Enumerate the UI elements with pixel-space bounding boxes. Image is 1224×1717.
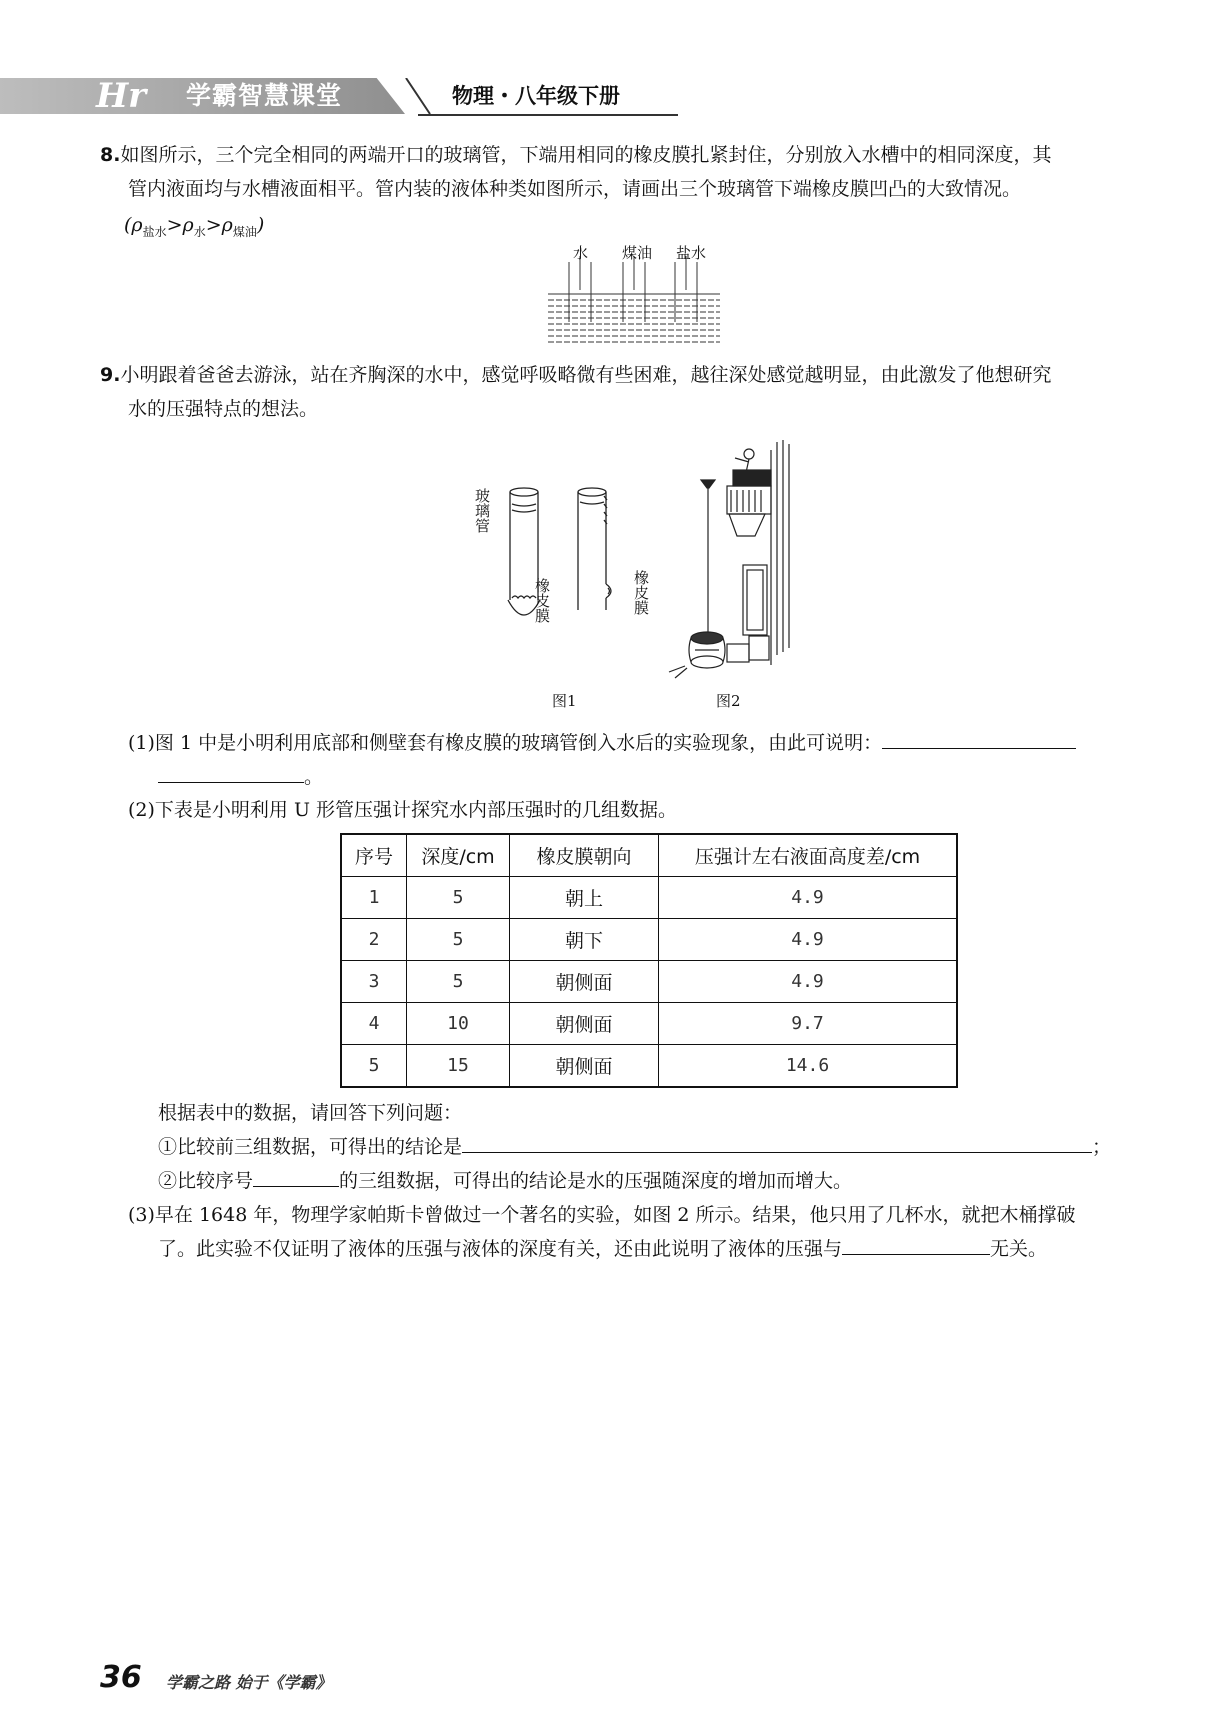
cell-height: 4.9 [659,961,958,1003]
q8-label-kerosene: 煤油 [622,244,653,262]
th-height-difference: 压强计左右液面高度差/cm [659,834,958,877]
q9-sub1 [158,1130,1111,1164]
q9-sub2 [158,1164,852,1198]
subject-title: 物理・八年级下册 [452,84,620,108]
th-depth: 深度/cm [407,834,510,877]
table-row [341,1045,957,1088]
cell-direction: 朝侧面 [510,1003,659,1045]
q9-part1-cont [158,760,323,794]
q9-line1 [100,358,1051,392]
rho-symbol: ρ [221,214,233,236]
fig1-label-tube: 玻璃管 [473,488,491,533]
cell-height: 4.9 [659,877,958,919]
rho-sub-kerosene: 煤油 [232,224,257,239]
q8-line1 [100,138,1051,172]
q8-number: 8. [100,144,121,166]
cell-depth: 15 [407,1045,510,1088]
rho-symbol: ρ [182,214,194,236]
page-number: 36 [100,1660,142,1695]
gt-symbol: > [166,214,183,236]
paren-open: ( [124,214,132,236]
q9-ask: 根据表中的数据，请回答下列问题： [158,1102,463,1124]
cell-height: 14.6 [659,1045,958,1088]
answer-blank-2a[interactable] [462,1130,1092,1153]
q8-text1: 如图所示，三个完全相同的两端开口的玻璃管，下端用相同的橡皮膜扎紧封住，分别放入水槽中的相同深度，其 [120,144,1052,166]
cell-depth: 10 [407,1003,510,1045]
cell-height: 9.7 [659,1003,958,1045]
header-rule [418,114,678,116]
table-row [341,919,957,961]
q9-sub1-end: ； [1092,1136,1112,1158]
table-row [341,877,957,919]
cell-direction: 朝下 [510,919,659,961]
q9-part3-line1: (3)早在 1648 年，物理学家帕斯卡曾做过一个著名的实验，如图 2 所示。结果，他只用了几杯水，就把木桶撑破 [128,1204,1076,1226]
q9-part1-text: (1)图 1 中是小明利用底部和侧壁套有橡皮膜的玻璃管倒入水后的实验现象，由此可说明： [128,732,883,754]
cell-index: 5 [341,1045,407,1088]
table-row [341,1003,957,1045]
cell-direction: 朝上 [510,877,659,919]
fig1-caption: 图1 [552,692,577,710]
q9-text1: 小明跟着爸爸去游泳，站在齐胸深的水中，感觉呼吸略微有些困难，越往深处感觉越明显，由此激发了他想研究 [120,364,1052,386]
cell-depth: 5 [407,961,510,1003]
footer-motto: 学霸之路 始于《学霸》 [166,1673,332,1692]
q9-sub2-text-b: 的三组数据，可得出的结论是水的压强随深度的增加而增大。 [339,1170,853,1192]
table-header-row [341,834,957,877]
rho-sub-water: 水 [193,224,206,239]
rho-sub-saltwater: 盐水 [142,224,167,239]
fig1-label-membrane-side: 橡皮膜 [632,570,650,615]
q9-sub1-text: ①比较前三组数据，可得出的结论是 [158,1136,463,1158]
header-divider [400,78,440,116]
answer-blank-1b[interactable] [158,760,304,783]
q8-label-saltwater: 盐水 [676,244,707,262]
cell-direction: 朝侧面 [510,961,659,1003]
fig2-pascal-barrel [665,440,800,680]
q8-density-relation [124,208,264,249]
q9-part1-end: 。 [304,766,324,788]
cell-height: 4.9 [659,919,958,961]
table-row [341,961,957,1003]
q9-number: 9. [100,364,121,386]
cell-index: 1 [341,877,407,919]
q9-part3-line2 [158,1232,1047,1266]
q9-line2: 水的压强特点的想法。 [128,398,319,420]
th-membrane-direction: 橡皮膜朝向 [510,834,659,877]
cell-depth: 5 [407,877,510,919]
q8-line2: 管内液面均与水槽液面相平。管内装的液体种类如图所示，请画出三个玻璃管下端橡皮膜凹凸的大致情况。 [128,178,1022,200]
gt-symbol: > [205,214,222,236]
q8-label-water: 水 [573,244,589,262]
cell-direction: 朝侧面 [510,1045,659,1088]
q9-sub2-text-a: ②比较序号 [158,1170,254,1192]
th-index: 序号 [341,834,407,877]
cell-depth: 5 [407,919,510,961]
answer-blank-2b[interactable] [253,1164,339,1187]
brand-logo: Hr [96,76,147,116]
fig2-caption: 图2 [716,692,741,710]
q9-part1 [128,726,1076,760]
answer-blank-1a[interactable] [882,726,1076,749]
q9-part3-text-b: 无关。 [990,1238,1048,1260]
q9-part3-text-a: 了。此实验不仅证明了液体的压强与液体的深度有关，还由此说明了液体的压强与 [158,1238,843,1260]
cell-index: 2 [341,919,407,961]
cell-index: 3 [341,961,407,1003]
brand-title: 学霸智慧课堂 [186,81,343,110]
answer-blank-3[interactable] [842,1232,990,1255]
pressure-data-table [340,833,958,1088]
rho-symbol: ρ [131,214,143,236]
q9-part2-intro: (2)下表是小明利用 U 形管压强计探究水内部压强时的几组数据。 [128,799,678,821]
paren-close: ) [256,214,265,236]
cell-index: 4 [341,1003,407,1045]
fig1-label-membrane-bottom: 橡皮膜 [533,578,551,623]
